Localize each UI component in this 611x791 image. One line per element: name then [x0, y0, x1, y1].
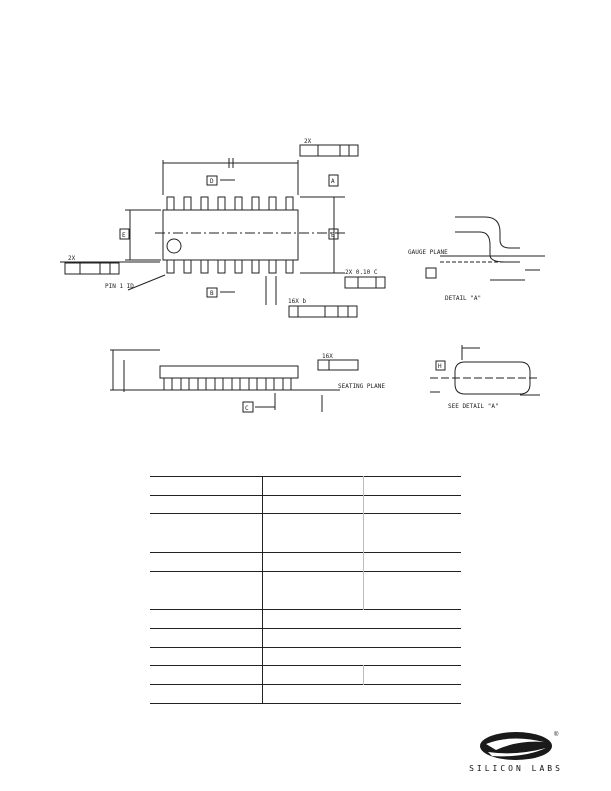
table-row — [150, 610, 461, 629]
label-2x-top: 2X — [304, 138, 312, 145]
bottom-pins — [167, 260, 293, 273]
side-pins — [164, 378, 291, 390]
label-2x-e: 2X 0.10 C — [345, 269, 378, 276]
label-seating-plane: SEATING PLANE — [338, 383, 385, 390]
label-gauge-plane: GAUGE PLANE — [408, 249, 448, 256]
label-box-h: H — [438, 363, 442, 370]
table-row — [150, 628, 461, 647]
table-row — [150, 552, 461, 571]
registered-mark: ® — [554, 732, 559, 738]
pin1-indicator — [167, 239, 181, 253]
label-detail-a: DETAIL "A" — [445, 295, 482, 302]
top-view-body — [163, 210, 298, 260]
label-16x: 16X — [322, 353, 333, 360]
table-row — [150, 514, 461, 553]
label-box-b: B — [210, 290, 214, 297]
label-box-d: D — [210, 178, 214, 185]
top-pins — [167, 197, 293, 210]
table-row — [150, 647, 461, 666]
table-row — [150, 685, 461, 704]
side-view-body — [160, 366, 298, 378]
label-box-e1: E — [122, 232, 126, 239]
label-box-a: A — [331, 178, 335, 185]
table-row — [150, 477, 461, 496]
label-16x-b: 16X b — [288, 298, 307, 305]
label-see-detail: SEE DETAIL "A" — [448, 403, 499, 410]
dimension-table — [150, 476, 461, 704]
label-box-e: E — [331, 232, 335, 239]
logo-text: SILICON LABS — [469, 764, 563, 773]
table-row — [150, 666, 461, 685]
dimension-table-body — [150, 477, 461, 704]
label-pin1: PIN 1 ID — [105, 283, 134, 290]
label-2x-left: 2X — [68, 255, 76, 262]
table-row — [150, 571, 461, 610]
table-row — [150, 495, 461, 514]
label-box-c: C — [245, 405, 249, 412]
